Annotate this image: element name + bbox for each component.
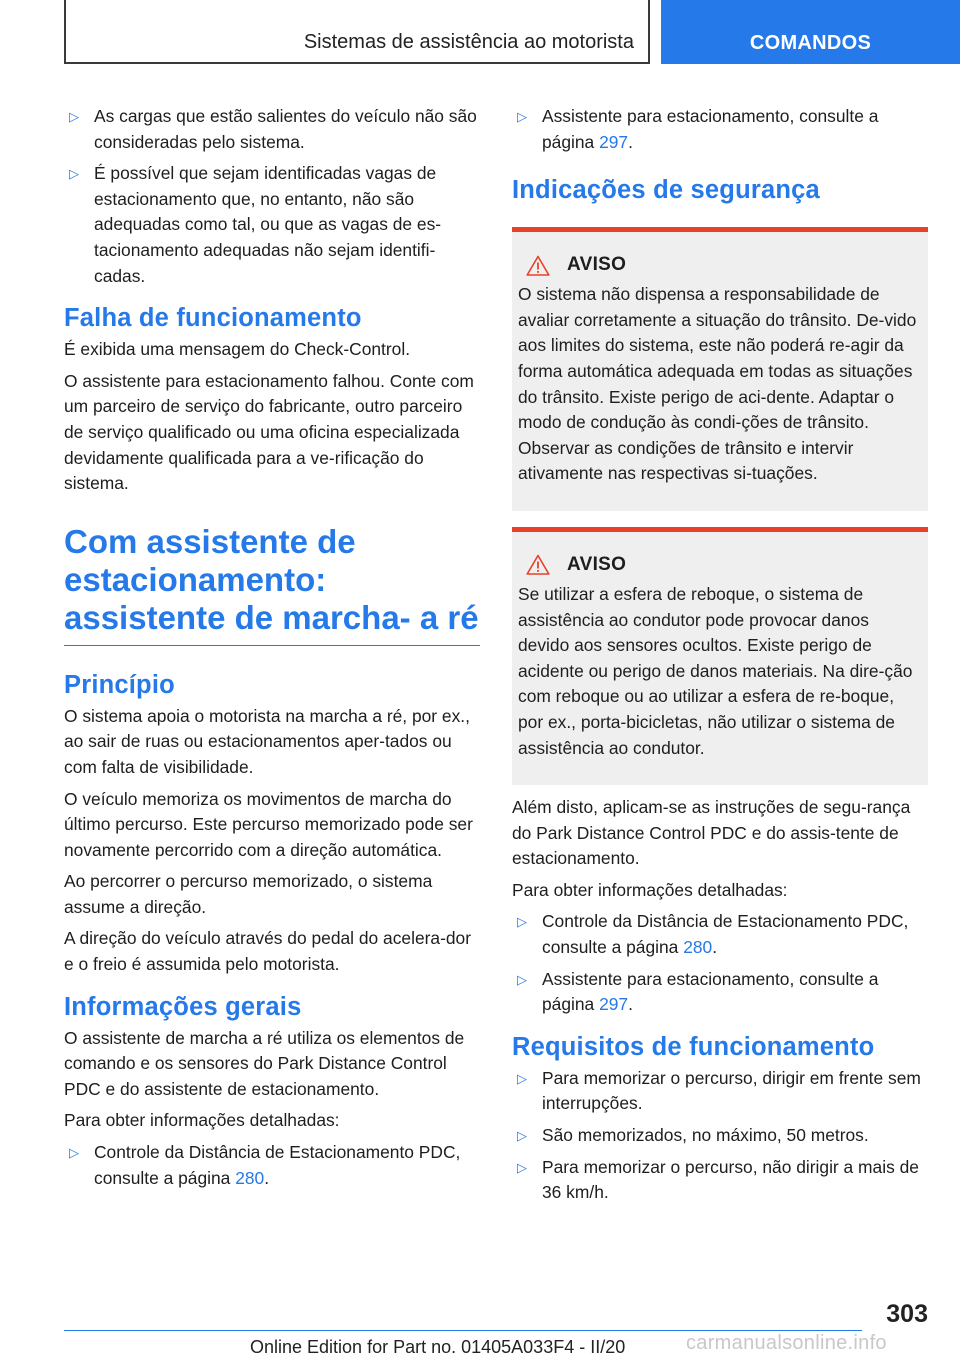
warning-text: Se utilizar a esfera de reboque, o sistema de assistência ao condutor pode provocar danos devido aos sensores ocultos. Existe perigo de acidente ou perigo de danos materiais. Na dire-ção com reboque ou ao utilizar a esfera de re-boque, por ex., porta-bicicletas, não utilizar o sistema de assistência ao condutor. (518, 583, 913, 758)
page-link[interactable]: 280 (683, 937, 713, 958)
warning-triangle-icon (526, 554, 550, 575)
triangle-right-icon: ▷ (517, 1070, 527, 1086)
list-item: ▷ Assistente para estacionamento, consulte a página 297. (517, 968, 879, 1015)
footer-edition: Online Edition for Part no. 01405A033F4 - II/20 (250, 1337, 626, 1357)
warning-triangle-icon (526, 255, 550, 276)
page-number: 303 (886, 1300, 928, 1328)
header-frame (64, 0, 650, 64)
list-item: ▷ Controle da Distância de Estacionamento PDC, consulte a página 280. (517, 911, 909, 958)
heading-falha: Falha de funcionamento (64, 304, 362, 333)
warning-header (518, 254, 922, 276)
triangle-right-icon: ▷ (517, 914, 527, 930)
list-item: ▷ Para memorizar o percurso, não dirigir a mais de 36 km/h. (517, 1156, 919, 1203)
heading-principio: Princípio (64, 670, 175, 699)
heading-seguranca: Indicações de segurança (512, 176, 820, 205)
list-item: ▷ As cargas que estão salientes do veículo não são consideradas pelo sistema. (69, 106, 477, 152)
bullet-list (512, 1066, 928, 1206)
bullet-list (64, 1140, 480, 1191)
paragraph: A direção do veículo através do pedal do acelera-dor e o freio é assumida pelo motorista. (64, 928, 472, 975)
list-item: ▷ Para memorizar o percurso, dirigir em frente sem interrupções. (517, 1067, 921, 1114)
list-item: ▷ Assistente para estacionamento, consulte a página 297. (517, 106, 879, 152)
list-item: ▷ Controle da Distância de Estacionamento PDC, consulte a página 280. (69, 1142, 461, 1188)
warning-box (512, 227, 928, 511)
chapter-heading: Com assistente de estacionamento: assistente de marcha- a ré (64, 523, 480, 646)
chapter-tab-label: COMANDOS (749, 32, 872, 54)
heading-requisitos: Requisitos de funcionamento (512, 1032, 875, 1061)
paragraph: O assistente para estacionamento falhou. Conte com um parceiro de serviço do fabricante, outro parceiro de serviço qualificado ou uma oficina especializada devidamente qualificada para a ve-rificação do sistema. (64, 370, 474, 494)
paragraph: É exibida uma mensagem do Check-Control. (64, 339, 411, 360)
paragraph: O veículo memoriza os movimentos de marcha do último percurso. Este percurso memorizado pode ser novamente percorrido com a direção automática. (64, 788, 473, 860)
heading-info: Informações gerais (64, 992, 302, 1021)
warning-label: AVISO (567, 553, 627, 575)
triangle-right-icon: ▷ (69, 109, 79, 124)
triangle-right-icon: ▷ (517, 1159, 527, 1175)
paragraph: Além disto, aplicam-se as instruções de segu-rança do Park Distance Control PDC e do assis-tente de estacionamento. (512, 797, 911, 869)
bullet-list (64, 104, 480, 289)
warning-text: O sistema não dispensa a responsabilidade de avaliar corretamente a situação do trânsito. De-vido aos limites do sistema, este não poderá re-agir da forma automática adequada em todas as situações do trânsito. Existe perigo de aci-dente. Adaptar o modo de condução às condi-ções de trânsito. Observar as condições de trânsito e intervir ativamente nas respectivas si-tuações. (518, 284, 917, 484)
page-link[interactable]: 297 (599, 131, 629, 152)
list-item: ▷ É possível que sejam identificadas vagas de estacionamento que, no entanto, não são adequadas como tal, ou que as vagas de es-tacionamento adequadas não sejam identifi-cadas. (69, 163, 442, 286)
paragraph: Para obter informações detalhadas: (64, 1110, 340, 1131)
paragraph: O sistema apoia o motorista na marcha a ré, por ex., ao sair de ruas ou estacionamentos aper-tados ou com falta de visibilidade. (64, 705, 470, 777)
warning-label: AVISO (567, 254, 627, 276)
triangle-right-icon: ▷ (69, 166, 79, 182)
watermark: carmanualsonline.info (686, 1332, 887, 1354)
warning-box (512, 527, 928, 785)
footer-rule (64, 1330, 862, 1331)
page-link[interactable]: 280 (235, 1167, 265, 1188)
warning-header (518, 554, 922, 576)
triangle-right-icon: ▷ (517, 971, 527, 987)
list-item: ▷ São memorizados, no máximo, 50 metros. (512, 1123, 928, 1149)
left-column (64, 104, 480, 1197)
paragraph: Para obter informações detalhadas: (512, 879, 788, 900)
bullet-list (512, 909, 928, 1017)
bullet-list (512, 104, 928, 155)
triangle-right-icon: ▷ (517, 109, 527, 124)
triangle-right-icon: ▷ (517, 1128, 527, 1144)
triangle-right-icon: ▷ (69, 1145, 79, 1161)
page-link[interactable]: 297 (599, 994, 629, 1015)
paragraph: O assistente de marcha a ré utiliza os elementos de comando e os sensores do Park Distance Control PDC e do assistente de estacionamento. (64, 1027, 465, 1099)
right-column (512, 104, 928, 1212)
paragraph: Ao percorrer o percurso memorizado, o sistema assume a direção. (64, 871, 433, 917)
section-title: Sistemas de assistência ao motorista (303, 31, 634, 53)
chapter-tab[interactable] (661, 0, 960, 64)
